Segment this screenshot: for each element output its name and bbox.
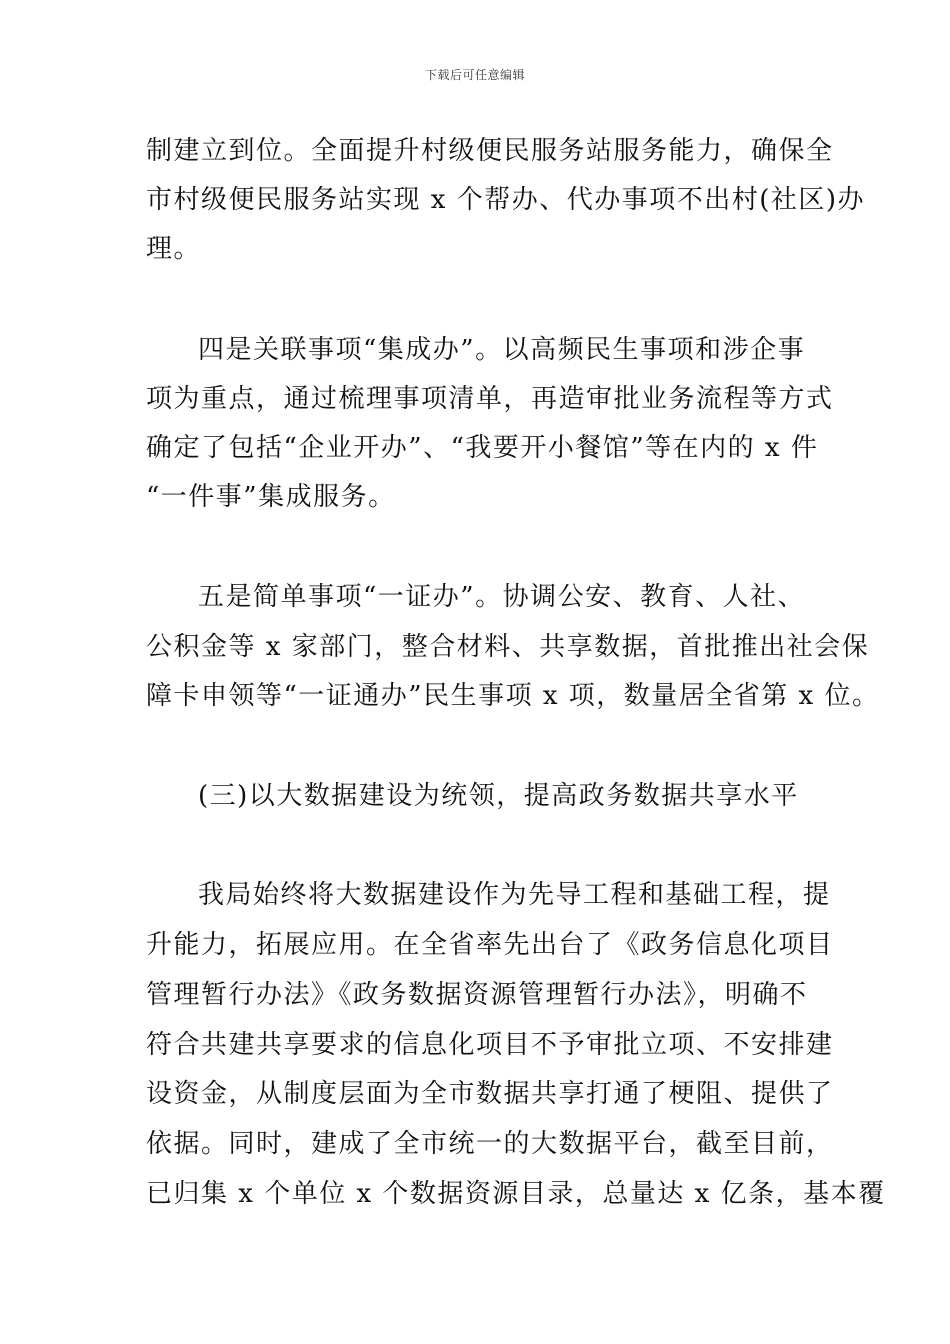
paragraph-line: “一件事”集成服务。 (146, 482, 396, 512)
paragraph-line: 确定了包括“企业开办”、“我要开小餐馆”等在内的 x 件 (146, 433, 819, 463)
paragraph-line: 我局始终将大数据建设作为先导工程和基础工程，提 (198, 880, 831, 910)
paragraph-line: 公积金等 x 家部门，整合材料、共享数据，首批推出社会保 (146, 632, 870, 662)
paragraph-line: 已归集 x 个单位 x 个数据资源目录，总量达 x 亿条，基本覆 (146, 1179, 886, 1209)
paragraph-line: 四是关联事项“集成办”。以高频民生事项和涉企事 (198, 335, 806, 365)
paragraph-line: 升能力，拓展应用。在全省率先出台了《政务信息化项目 (146, 930, 834, 960)
paragraph-line: 项为重点，通过梳理事项清单，再造审批业务流程等方式 (146, 384, 834, 414)
paragraph-line: 制建立到位。全面提升村级便民服务站服务能力，确保全 (146, 136, 834, 166)
paragraph-line: 障卡申领等“一证通办”民生事项 x 项，数量居全省第 x 位。 (146, 681, 880, 711)
header-note: 下载后可任意编辑 (424, 68, 525, 82)
paragraph-line: 设资金，从制度层面为全市数据共享打通了梗阻、提供了 (146, 1079, 834, 1109)
paragraph-line: 市村级便民服务站实现 x 个帮办、代办事项不出村(社区)办 (146, 185, 865, 215)
paragraph-line: 依据。同时，建成了全市统一的大数据平台，截至目前， (146, 1129, 834, 1159)
section-heading: (三)以大数据建设为统领，提高政务数据共享水平 (198, 781, 799, 811)
paragraph-line: 理。 (146, 234, 202, 264)
paragraph-line: 符合共建共享要求的信息化项目不予审批立项、不安排建 (146, 1030, 834, 1060)
paragraph-line: 管理暂行办法》《政务数据资源管理暂行办法》，明确不 (146, 980, 808, 1010)
paragraph-line: 五是简单事项“一证办”。协调公安、教育、人社、 (198, 582, 806, 612)
